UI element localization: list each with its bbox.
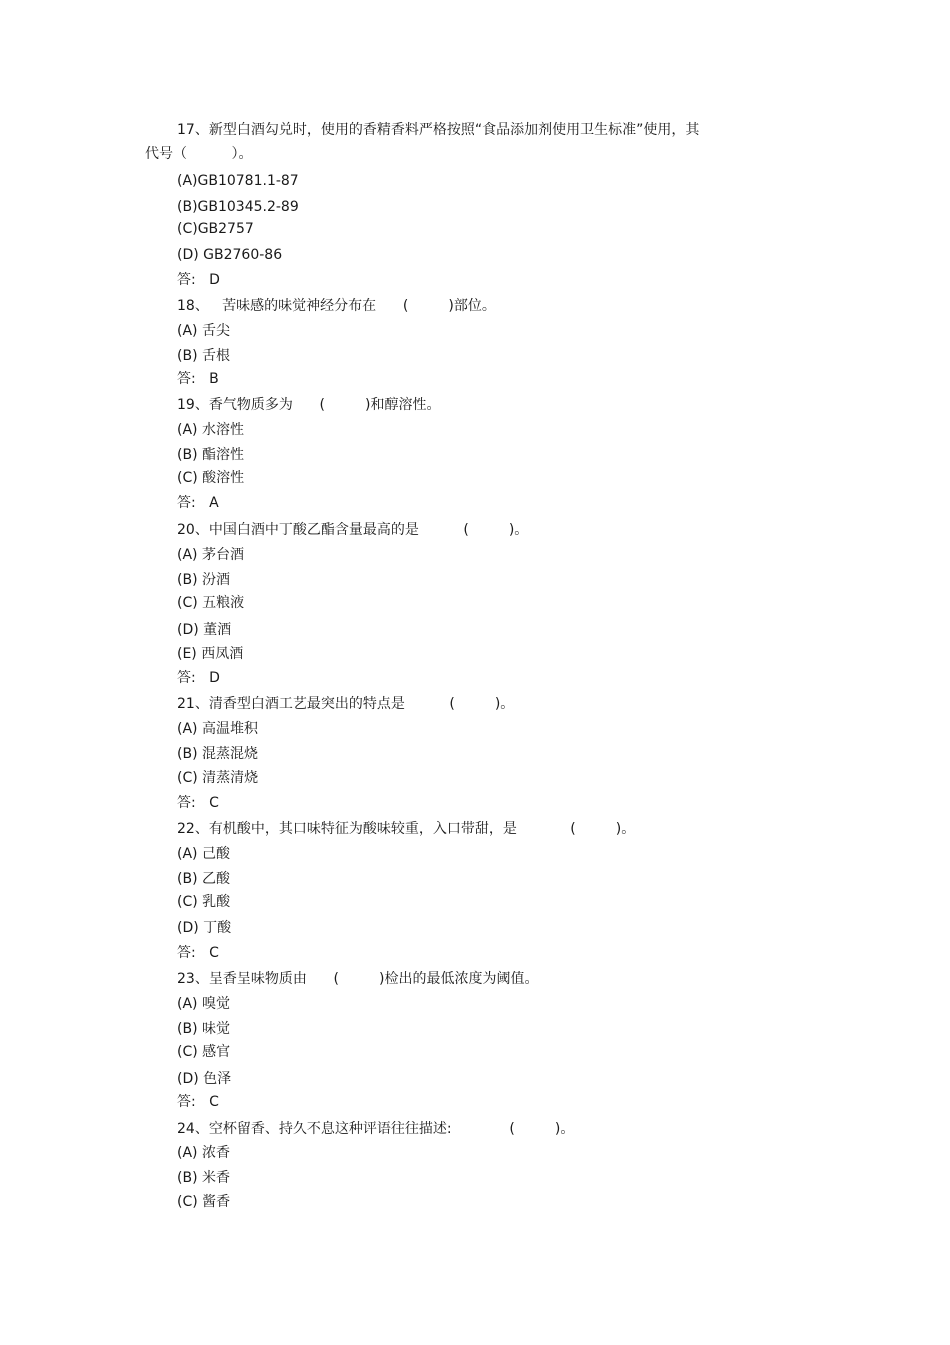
- question-19-option-c: (C) 酸溶性: [177, 470, 245, 486]
- question-24-stem: 24、空杯留香、持久不息这种评语往往描述: ( )。: [177, 1121, 575, 1137]
- question-23-answer: 答: C: [177, 1094, 219, 1110]
- question-20-option-c: (C) 五粮液: [177, 595, 245, 611]
- question-24-option-c: (C) 酱香: [177, 1194, 231, 1210]
- question-19-stem: 19、香气物质多为 ( )和醇溶性。: [177, 397, 441, 413]
- question-23-option-d: (D) 色泽: [177, 1071, 232, 1087]
- question-21-option-b: (B) 混蒸混烧: [177, 746, 258, 762]
- question-17-option-a: (A)GB10781.1-87: [177, 173, 299, 189]
- question-21-option-c: (C) 清蒸清烧: [177, 770, 259, 786]
- question-23-option-a: (A) 嗅觉: [177, 996, 230, 1012]
- question-24-option-a: (A) 浓香: [177, 1145, 230, 1161]
- question-17-option-b: (B)GB10345.2-89: [177, 199, 299, 215]
- question-20-option-b: (B) 汾酒: [177, 572, 230, 588]
- question-17-answer: 答: D: [177, 272, 220, 288]
- question-22-option-d: (D) 丁酸: [177, 920, 232, 936]
- question-17-option-c: (C)GB2757: [177, 221, 254, 237]
- question-20-answer: 答: D: [177, 670, 220, 686]
- question-21-option-a: (A) 高温堆积: [177, 721, 258, 737]
- question-18-stem: 18、 苦味感的味觉神经分布在 ( )部位。: [177, 298, 496, 314]
- question-20-option-e: (E) 西凤酒: [177, 646, 244, 662]
- question-20-option-a: (A) 茅台酒: [177, 547, 244, 563]
- question-17-stem-continued: 代号（ ）。: [145, 146, 253, 162]
- question-19-option-b: (B) 酯溶性: [177, 447, 244, 463]
- question-19-option-a: (A) 水溶性: [177, 422, 244, 438]
- question-21-answer: 答: C: [177, 795, 219, 811]
- question-22-option-b: (B) 乙酸: [177, 871, 230, 887]
- question-20-option-d: (D) 董酒: [177, 622, 232, 638]
- question-18-option-b: (B) 舌根: [177, 348, 230, 364]
- question-21-stem: 21、清香型白酒工艺最突出的特点是 ( )。: [177, 696, 515, 712]
- question-24-option-b: (B) 米香: [177, 1170, 230, 1186]
- question-22-stem: 22、有机酸中，其口味特征为酸味较重，入口带甜，是 ( )。: [177, 821, 636, 837]
- question-22-answer: 答: C: [177, 945, 219, 961]
- question-22-option-c: (C) 乳酸: [177, 894, 231, 910]
- question-23-option-b: (B) 味觉: [177, 1021, 230, 1037]
- question-23-option-c: (C) 感官: [177, 1044, 231, 1060]
- question-23-stem: 23、呈香呈味物质由 ( )检出的最低浓度为阈值。: [177, 971, 539, 987]
- question-18-answer: 答: B: [177, 371, 219, 387]
- question-17-option-d: (D) GB2760-86: [177, 247, 283, 263]
- question-19-answer: 答: A: [177, 495, 219, 511]
- question-17-stem: 17、新型白酒勾兑时，使用的香精香料严格按照“食品添加剂使用卫生标准”使用，其: [177, 122, 700, 138]
- question-20-stem: 20、中国白酒中丁酸乙酯含量最高的是 ( )。: [177, 522, 529, 538]
- question-22-option-a: (A) 己酸: [177, 846, 230, 862]
- question-18-option-a: (A) 舌尖: [177, 323, 230, 339]
